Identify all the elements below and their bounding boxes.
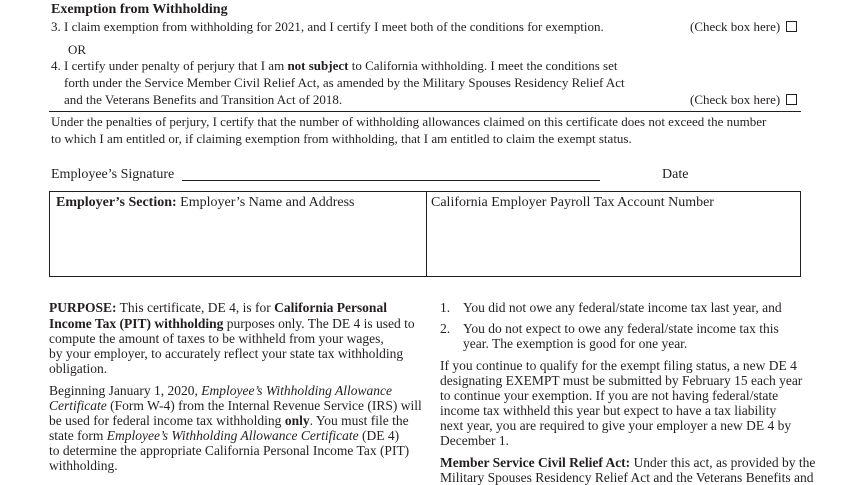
exemption-item-3: 3. I claim exemption from withholding for 2021, and I certify I meet both of the conditions for exemption. <box>51 19 604 34</box>
w4-line-1: Beginning January 1, 2020, Employee’s Withholding Allowance <box>49 383 392 398</box>
account-number-label: California Employer Payroll Tax Account Number <box>431 195 714 210</box>
exempt-line-5: next year, you are required to give your employer a new DE 4 by <box>440 418 792 433</box>
exempt-line-2: designating EXEMPT must be submitted by February 15 each year <box>440 373 803 388</box>
exemption-3-checkbox[interactable] <box>786 21 797 32</box>
section-divider <box>49 111 801 112</box>
condition-1-number: 1. <box>440 300 451 315</box>
exempt-line-3: to continue your exemption. If you are not having federal/state <box>440 388 779 403</box>
penalty-line-1: Under the penalties of perjury, I certify that the number of withholding allowances claimed on this certificate does not exceed the number <box>51 114 767 129</box>
condition-2-line-2: year. The exemption is good for one year. <box>463 336 688 351</box>
exemption-4-checkbox[interactable] <box>786 94 797 105</box>
exemption-item-4-line1: 4. I certify under penalty of perjury that I am not subject to California withholding. I meet the conditions set <box>51 58 618 73</box>
condition-2-line-1: You do not expect to owe any federal/state income tax this <box>463 321 779 336</box>
condition-2-number: 2. <box>440 321 451 336</box>
purpose-line-2: Income Tax (PIT) withholding purposes only. The DE 4 is used to <box>49 316 415 331</box>
exempt-line-1: If you continue to qualify for the exempt filing status, a new DE 4 <box>440 358 797 373</box>
exemption-item-4-line3: and the Veterans Benefits and Transition Act of 2018. <box>64 92 343 107</box>
signature-label: Employee’s Signature <box>51 167 175 182</box>
check-label-2: (Check box here) <box>690 92 781 107</box>
purpose-line-3: compute the amount of taxes to be withheld from your wages, <box>49 331 384 346</box>
w4-line-2: Certificate (Form W-4) from the Internal Revenue Service (IRS) will <box>49 398 422 413</box>
employer-name-address-box[interactable] <box>49 191 427 277</box>
w4-line-6: withholding. <box>49 458 118 473</box>
purpose-line-5: obligation. <box>49 361 108 376</box>
exempt-line-6: December 1. <box>440 433 509 448</box>
w4-line-3: be used for federal income tax withholding only. You must file the <box>49 413 409 428</box>
condition-1-text: You did not owe any federal/state income tax last year, and <box>463 300 782 315</box>
or-label: OR <box>68 42 87 57</box>
msc-act-line-2: Military Spouses Residency Relief Act and the Veterans Benefits and <box>440 470 814 485</box>
w4-line-5: to determine the appropriate California Personal Income Tax (PIT) <box>49 443 410 458</box>
w4-line-4: state form Employee’s Withholding Allowance Certificate (DE 4) <box>49 428 400 443</box>
msc-act-line-1: Member Service Civil Relief Act: Under this act, as provided by the <box>440 455 816 470</box>
date-label: Date <box>662 167 689 182</box>
purpose-line-1: PURPOSE: This certificate, DE 4, is for California Personal <box>49 300 387 315</box>
check-label-1: (Check box here) <box>690 19 781 34</box>
exempt-line-4: income tax withheld this year but expect to have a tax liability <box>440 403 777 418</box>
employer-section-label: Employer’s Section: Employer’s Name and Address <box>56 195 355 210</box>
signature-line[interactable] <box>182 180 600 181</box>
exemption-heading: Exemption from Withholding <box>51 2 228 17</box>
penalty-line-2: to which I am entitled or, if claiming exemption from withholding, that I am entitled to claim the exempt status. <box>51 131 632 146</box>
exemption-item-4-line2: forth under the Service Member Civil Relief Act, as amended by the Military Spouses Residency Relief Act <box>64 75 625 90</box>
employer-account-box[interactable] <box>426 191 801 277</box>
purpose-line-4: by your employer, to accurately reflect your state tax withholding <box>49 346 404 361</box>
